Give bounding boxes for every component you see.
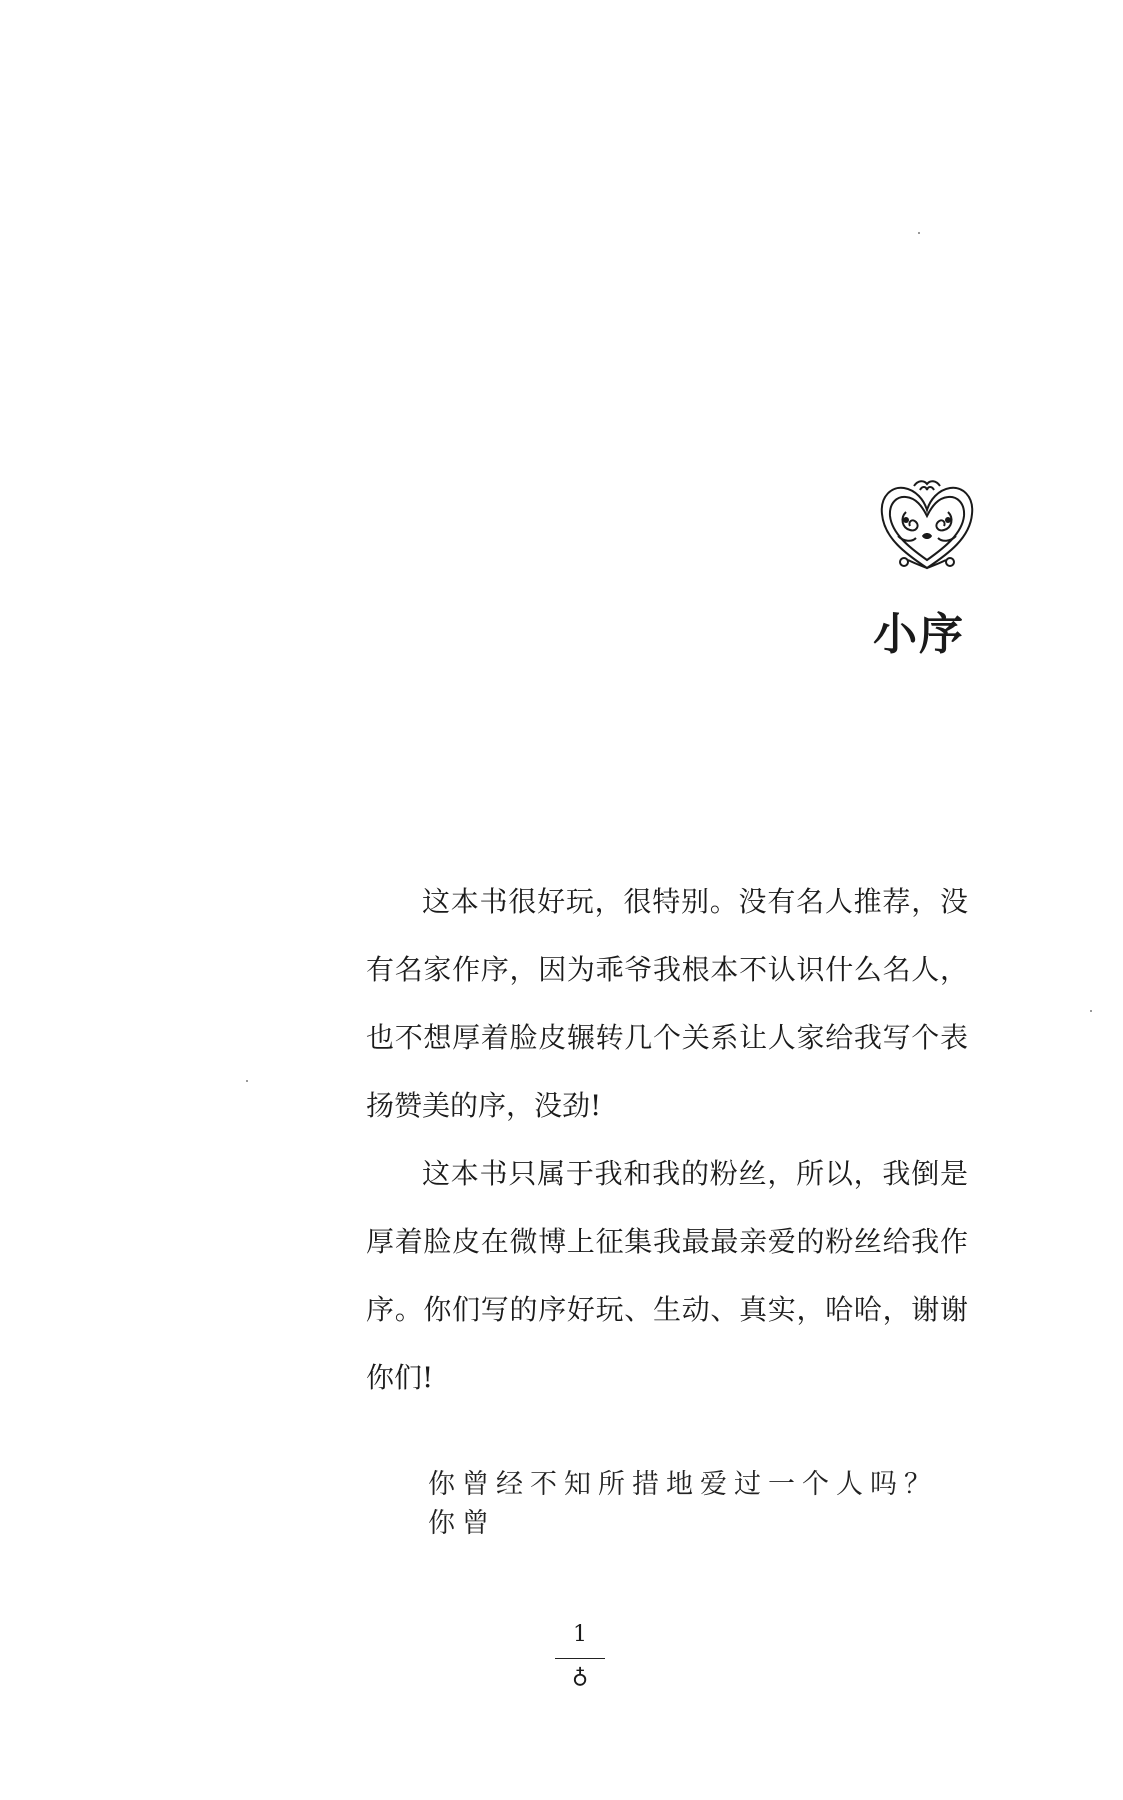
scan-speck <box>1090 1010 1092 1012</box>
folio-glyph-icon: ♁ <box>571 1664 589 1689</box>
paragraph: 这本书很好玩，很特别。没有名人推荐，没有名家作序，因为乖爷我根本不认识什么名人，也不想厚着脸皮辗转几个关系让人家给我写个表扬赞美的序，没劲! <box>366 885 968 1122</box>
quote-line: 你曾经不知所措地爱过一个人吗？你曾 <box>428 1469 938 1539</box>
floral-heart-ornament-icon <box>876 476 978 572</box>
chapter-title: 小序 <box>873 609 965 660</box>
page-folio <box>555 1622 605 1689</box>
preface-body <box>366 868 968 1412</box>
scan-speck <box>918 232 920 234</box>
scan-speck <box>246 1080 248 1082</box>
page-number: 1 <box>573 1622 587 1647</box>
paragraph: 这本书只属于我和我的粉丝，所以，我倒是厚着脸皮在微博上征集我最最亲爱的粉丝给我作序。你们写的序好玩、生动、真实，哈哈，谢谢你们! <box>366 1157 968 1394</box>
folio-divider <box>555 1658 605 1659</box>
